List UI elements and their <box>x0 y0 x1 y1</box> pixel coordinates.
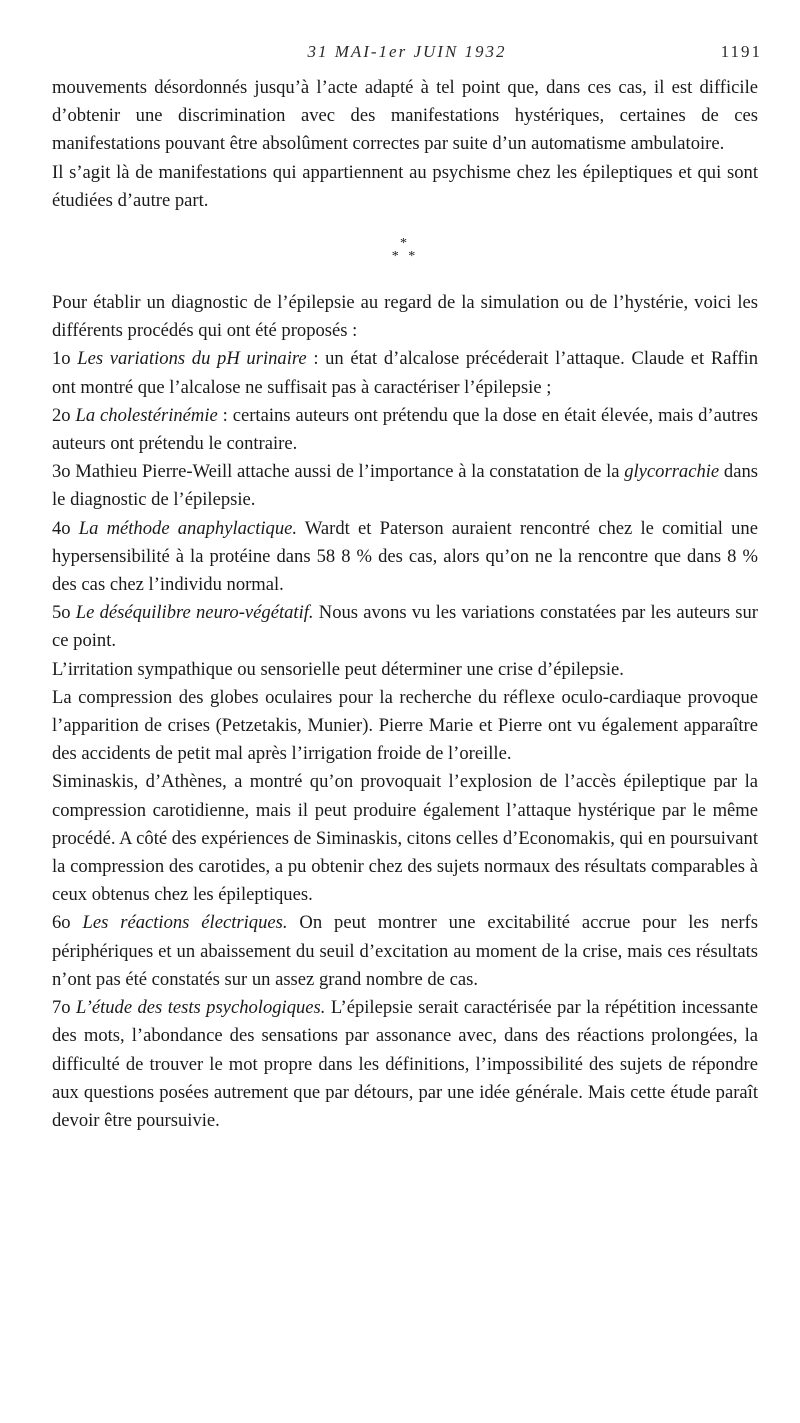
item-text: On peut montrer une excitabilité accrue pour les nerfs périphériques et un abaissement du seuil d’excitation au moment de la crise, mais ces résultats n’ont pas été constatés sur un assez grand nombre de cas. <box>52 912 758 990</box>
item-number: 5o <box>52 602 71 624</box>
page-number: 1191 <box>720 42 762 61</box>
list-item-6 <box>52 909 758 994</box>
item-number: 6o <box>52 912 71 934</box>
list-item-1 <box>52 345 758 401</box>
item-title: La cholestérinémie <box>75 404 218 426</box>
section-separator <box>52 237 758 263</box>
item-number: 4o <box>52 517 71 539</box>
paragraph-continuation: mouvements désordonnés jusqu’à l’acte adapté à tel point que, dans ces cas, il est difficile d’obtenir une discrimination avec des manifestations hystériques, certaines de ces manifestations pouvant être absolûment correctes par suite d’un automatisme ambulatoire. <box>52 77 758 155</box>
paragraph-irritation: L’irritation sympathique ou sensorielle peut déterminer une crise d’épilepsie. <box>52 658 624 680</box>
list-item-7 <box>52 994 758 1135</box>
body-text <box>52 74 758 1135</box>
item-title: La méthode anaphylactique. <box>78 517 298 539</box>
item-text: Nous avons vu les variations constatées par les auteurs sur ce point. <box>52 602 758 652</box>
item-number: 1o <box>52 348 71 370</box>
paragraph-compression: La compression des globes oculaires pour la recherche du réflexe oculo-cardiaque provoque l’apparition de crises (Petzetakis, Munier). Pierre Marie et Pierre ont vu également apparaître des accidents de petit mal après l’irrigation froide de l’oreille. <box>52 686 758 765</box>
list-item-5 <box>52 599 758 655</box>
item-title: Les réactions électriques. <box>82 912 288 934</box>
running-head-title: 31 MAI-1er JUIN 1932 <box>307 42 507 61</box>
item-text: : certains auteurs ont prétendu que la dose en était élevée, mais d’autres auteurs ont prétendu le contraire. <box>52 404 758 455</box>
item-title: glycorrachie <box>624 461 720 483</box>
paragraph-psychisme: Il s’agit là de manifestations qui appartiennent au psychisme chez les épileptiques et qui sont étudiées d’autre part. <box>52 161 758 211</box>
item-text: : un état d’alcalose précéderait l’attaque. Claude et Raffin ont montré que l’alcalose ne suffisait pas à caractériser l’épilepsie ; <box>52 348 758 398</box>
paragraph-siminaskis: Siminaskis, d’Athènes, a montré qu’on provoquait l’explosion de l’accès épileptique par la compression carotidienne, mais il peut produire également l’attaque hystérique par le même procédé. A côté des expériences de Siminaskis, citons celles d’Economakis, qui en poursuivant la compression des carotides, a pu obtenir chez des sujets normaux des résultats comparables à ceux obtenus chez les épileptiques. <box>52 771 758 906</box>
item-text: Mathieu Pierre-Weill attache aussi de l’importance à la constatation de la <box>70 461 625 483</box>
list-item-2 <box>52 402 758 458</box>
item-title: L’étude des tests psychologiques. <box>76 997 326 1019</box>
separator-bottom-stars: * * <box>391 249 419 265</box>
item-number: 7o <box>52 997 71 1019</box>
item-text: Wardt et Paterson auraient rencontré chez le comitial une hypersensibilité à la protéine dans 58 8 % des cas, alors qu’on ne la rencontre que dans 8 % des cas chez l’individu normal. <box>52 517 758 596</box>
running-head <box>52 42 762 68</box>
item-text: L’épilepsie serait caractérisée par la répétition incessante des mots, l’abondance des sensations par assonance avec, dans des réactions prolongées, la difficulté de trouver le mot propre dans les définitions, l’impossibilité des sujets de répondre aux questions posées autrement que par détours, par une idée générale. Mais cette étude paraît devoir être poursuivie. <box>52 997 758 1131</box>
paragraph-intro: Pour établir un diagnostic de l’épilepsie au regard de la simulation ou de l’hystérie, voici les différents procédés qui ont été proposés : <box>52 292 758 342</box>
item-number: 3o <box>52 461 71 483</box>
list-item-3 <box>52 458 758 514</box>
item-text: dans le diagnostic de l’épilepsie. <box>52 461 758 511</box>
list-item-4 <box>52 515 758 600</box>
item-title: Les variations du pH urinaire <box>77 348 307 370</box>
separator-top-star: * <box>400 236 410 252</box>
item-title: Le déséquilibre neuro-végétatif. <box>75 602 314 624</box>
item-number: 2o <box>52 404 71 426</box>
